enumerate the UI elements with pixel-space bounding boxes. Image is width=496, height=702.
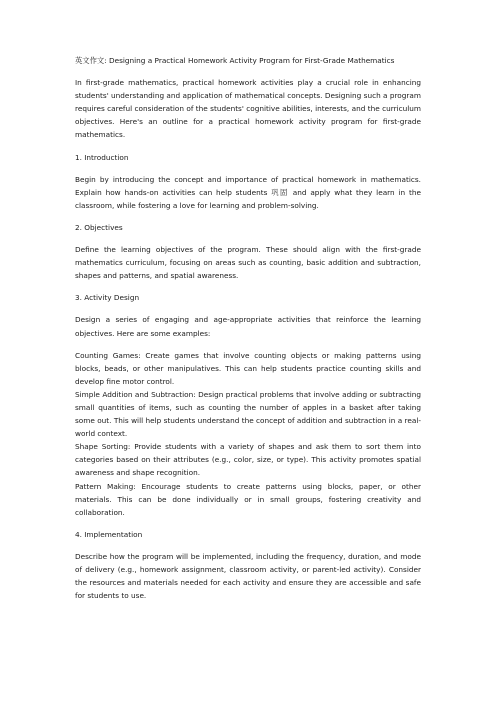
- section-heading-activity-design: 3. Activity Design: [75, 293, 140, 303]
- section-heading-objectives: 2. Objectives: [75, 222, 123, 232]
- activity-item-counting-games: Counting Games: Create games that involve counting objects or making patterns using blocks, beads, or other manipulatives. This can help students practice counting skills and develop fine motor control.: [75, 350, 421, 386]
- activity-item-addition-subtraction: Simple Addition and Subtraction: Design practical problems that involve adding or subtracting small quantities of items, such as counting the number of apples in a basket after taking some out. This will help students understand the concept of addition and subtraction in a real-world context.: [75, 389, 421, 439]
- section-body-implementation: Describe how the program will be implemented, including the frequency, duration, and mode of delivery (e.g., homework assignment, classroom activity, or parent-led activity). Consider the resources and materials needed for each activity and ensure they are accessible and safe for students to use.: [75, 551, 421, 601]
- document-title: 英文作文: Designing a Practical Homework Activity Program for First-Grade Mathematics: [75, 56, 395, 65]
- intro-paragraph: In first-grade mathematics, practical homework activities play a crucial role in enhancing students' understanding and application of mathematical concepts. Designing such a program requires careful consideration of the students' cognitive abilities, interests, and the curriculum objectives. Here's an outline for a practical homework activity program for first-grade mathematics.: [75, 78, 421, 140]
- document-page: [75, 54, 421, 611]
- section-heading-implementation: 4. Implementation: [75, 529, 143, 539]
- section-body-objectives: Define the learning objectives of the program. These should align with the first-grade mathematics curriculum, focusing on areas such as counting, basic addition and subtraction, shapes and patterns, and spatial awareness.: [75, 245, 421, 281]
- activity-item-pattern-making: Pattern Making: Encourage students to create patterns using blocks, paper, or other materials. This can be done individually or in small groups, fostering creativity and collaboration.: [75, 481, 421, 517]
- section-body-introduction: Begin by introducing the concept and importance of practical homework in mathematics. Explain how hands-on activities can help students 巩固 and apply what they learn in the classroom, while fostering a love for learning and problem-solving.: [75, 174, 421, 210]
- activity-item-shape-sorting: Shape Sorting: Provide students with a variety of shapes and ask them to sort them into categories based on their attributes (e.g., color, size, or type). This activity promotes spatial awareness and shape recognition.: [75, 442, 421, 478]
- section-heading-introduction: 1. Introduction: [75, 152, 129, 162]
- section-body-activity-design: Design a series of engaging and age-appropriate activities that reinforce the learning objectives. Here are some examples:: [75, 315, 421, 338]
